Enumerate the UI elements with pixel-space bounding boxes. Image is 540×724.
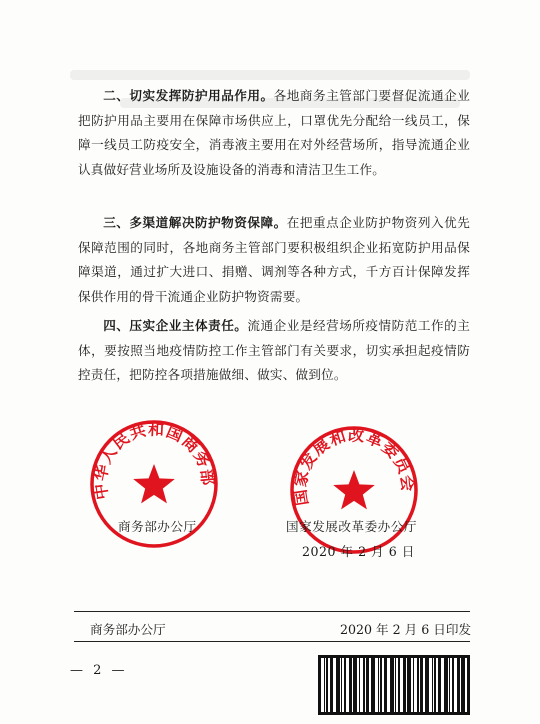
section-4 [78, 314, 470, 388]
footer-top-rule [74, 611, 470, 612]
page-number: — 2 — [70, 663, 128, 678]
section-2 [78, 84, 470, 182]
section-4-heading: 四、压实企业主体责任。 [103, 318, 248, 333]
section-4-body: 流通企业是经营场所疫情防范工作的主体，要按照当地疫情防控工作主管部门有关要求，切实承担起疫情防控责任，把防控各项措施做细、做实、做到位。 [78, 318, 470, 383]
footer-bottom-rule [74, 641, 470, 642]
section-2-heading: 二、切实发挥防护用品作用。 [103, 88, 274, 103]
ndrc-seal [288, 424, 420, 556]
footer-print-date: 2020 年 2 月 6 日印发 [340, 622, 472, 637]
section-3-body: 在把重点企业防护物资列入优先保障范围的同时，各地商务主管部门要积极组织企业拓宽防护用品保障渠道，通过扩大进口、捐赠、调剂等各种方式，千方百计保障发挥保供作用的骨干流通企业防护物资需要。 [78, 215, 470, 304]
section-3 [78, 211, 470, 309]
svg-text:中华人民共和国商务部: 中华人民共和国商务部 [90, 419, 218, 501]
section-2-body: 各地商务主管部门要督促流通企业把防护用品主要用在保障市场供应上，口罩优先分配给一线员工，保障一线员工防疫安全，消毒液主要用在对外经营场所，指导流通企业认真做好营业场所及设施设备的消毒和清洁卫生工作。 [78, 88, 470, 177]
section-3-heading: 三、多渠道解决防护物资保障。 [103, 215, 287, 230]
right-signature-org: 国家发展改革委办公厅 [286, 519, 417, 534]
left-signature-org: 商务部办公厅 [118, 519, 197, 534]
bleed-through [70, 70, 470, 80]
footer-issuer: 商务部办公厅 [90, 622, 166, 637]
signature-date: 2020 年 2 月 6 日 [302, 544, 415, 559]
svg-text:国家发展和改革委员会: 国家发展和改革委员会 [290, 425, 418, 507]
barcode-image [318, 655, 470, 715]
